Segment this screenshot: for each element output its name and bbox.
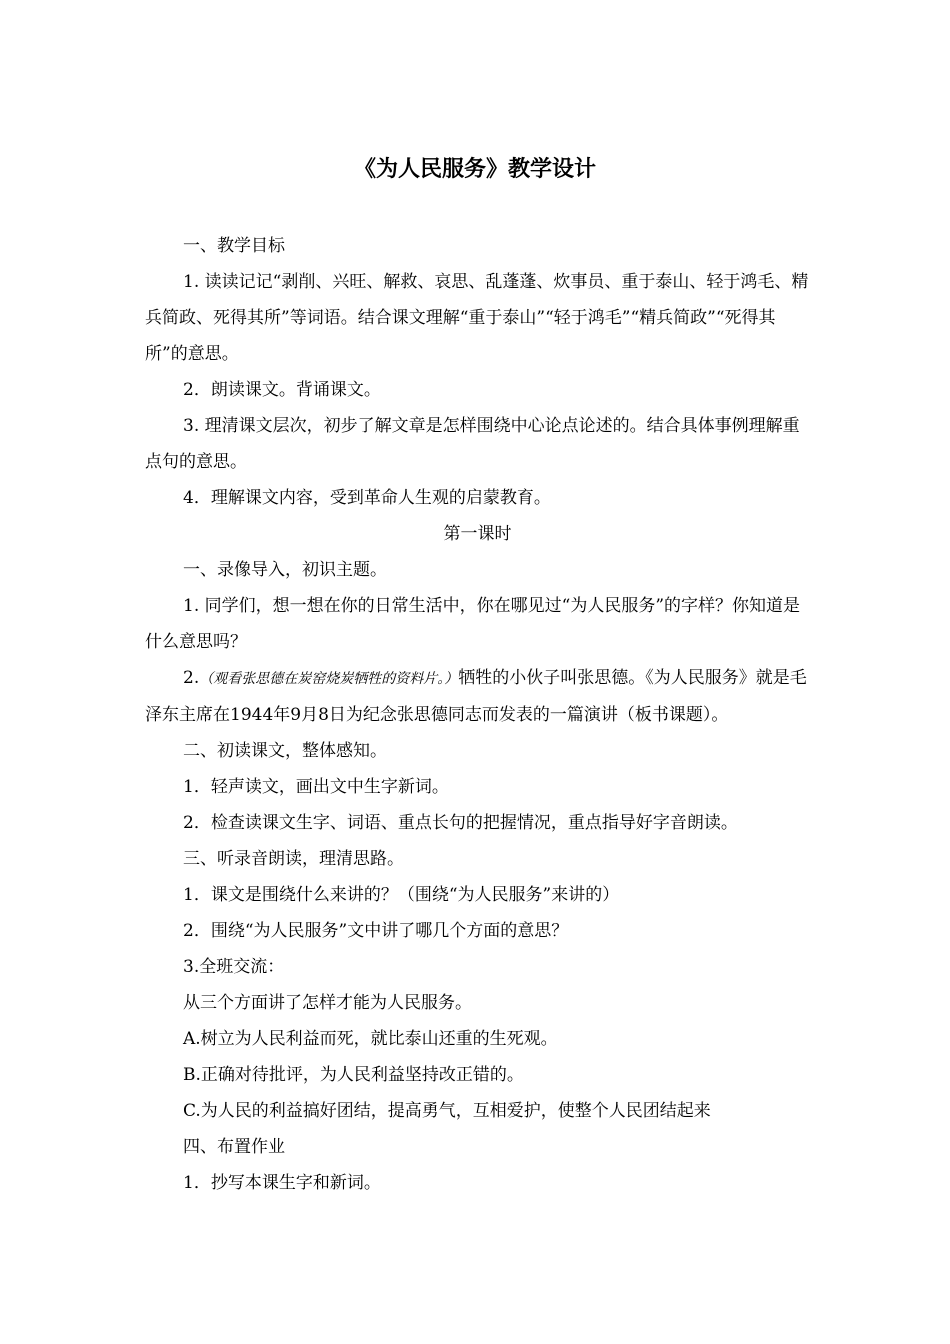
listening-item-3: 3.全班交流：	[183, 957, 285, 977]
document-body	[145, 228, 810, 1201]
goal-4: 4．理解课文内容，受到革命人生观的启蒙教育。	[183, 488, 551, 508]
listening-point-c: C.为人民的利益搞好团结，提高勇气，互相爱护，使整个人民团结起来	[183, 1101, 711, 1121]
intro-item-2-number: 2.	[183, 668, 200, 688]
lesson-heading: 第一课时	[443, 524, 512, 544]
section-heading-first-reading: 二、初读课文，整体感知。	[183, 741, 387, 761]
reading-item-2: 2．检查读课文生字、词语、重点长句的把握情况，重点指导好字音朗读。	[183, 813, 738, 833]
intro-item-2-note: （观看张思德在炭窑烧炭牺牲的资料片。）	[199, 671, 459, 687]
section-heading-intro: 一、录像导入，初识主题。	[183, 560, 387, 580]
section-heading-goals: 一、教学目标	[183, 236, 285, 256]
listening-item-2: 2．围绕“为人民服务”文中讲了哪几个方面的意思？	[183, 921, 569, 941]
listening-item-1: 1．课文是围绕什么来讲的？（围绕“为人民服务”来讲的）	[183, 885, 620, 905]
listening-summary: 从三个方面讲了怎样才能为人民服务。	[183, 993, 472, 1013]
document-title: 《为人民服务》教学设计	[353, 157, 596, 182]
intro-item-2-text: 牺牲的小伙子叫张思德。《为人民服务》就是毛泽东主席在1944年9月8日为纪念张思德同志而发表的一篇演讲（板书课题）。	[145, 668, 807, 725]
goal-2: 2．朗读课文。背诵课文。	[183, 380, 381, 400]
listening-point-b: B.正确对待批评，为人民利益坚持改正错的。	[183, 1065, 524, 1085]
intro-item-1: 1. 同学们，想一想在你的日常生活中，你在哪见过“为人民服务”的字样？你知道是什么意思吗？	[145, 596, 801, 652]
homework-item-1: 1．抄写本课生字和新词。	[183, 1173, 381, 1193]
intro-item-2	[145, 660, 810, 733]
goal-3: 3. 理清课文层次，初步了解文章是怎样围绕中心论点论述的。结合具体事例理解重点句的意思。	[145, 416, 800, 472]
reading-item-1: 1．轻声读文，画出文中生字新词。	[183, 777, 449, 797]
section-heading-listening: 三、听录音朗读，理清思路。	[183, 849, 404, 869]
listening-point-a: A.树立为人民利益而死，就比泰山还重的生死观。	[183, 1029, 558, 1049]
goal-1: 1. 读读记记“剥削、兴旺、解救、哀思、乱蓬蓬、炊事员、重于泰山、轻于鸿毛、精兵简政、死得其所”等词语。结合课文理解“重于泰山”“轻于鸿毛”“精兵简政”“死得其所”的意思。	[145, 272, 809, 364]
section-heading-homework: 四、布置作业	[183, 1137, 285, 1157]
